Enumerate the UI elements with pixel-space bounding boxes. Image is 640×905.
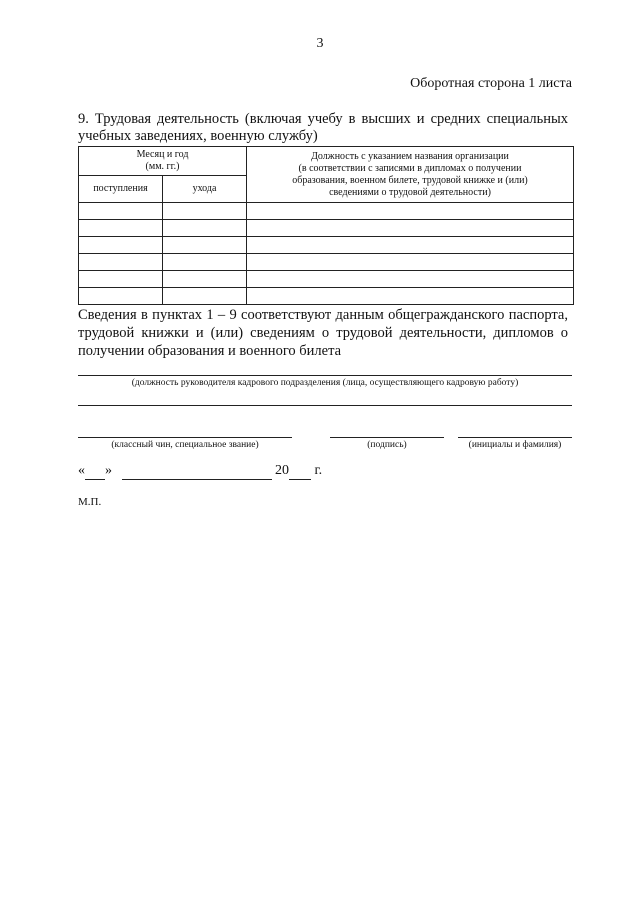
end-cell[interactable] <box>163 237 247 254</box>
start-cell[interactable] <box>79 220 163 237</box>
table-row <box>79 271 574 288</box>
month-year-header-line1: Месяц и год <box>136 149 189 160</box>
date-open-quote: « <box>78 463 85 478</box>
table-row <box>79 288 574 305</box>
start-cell[interactable] <box>79 271 163 288</box>
position-cell[interactable] <box>247 271 574 288</box>
position-header <box>247 147 574 203</box>
employment-table <box>78 146 574 305</box>
position-cell[interactable] <box>247 203 574 220</box>
sheet-label: Оборотная сторона 1 листа <box>410 76 572 91</box>
table-row <box>79 254 574 271</box>
table-row <box>79 203 574 220</box>
year-field[interactable] <box>289 463 311 480</box>
year-prefix: 20 <box>275 463 289 478</box>
month-year-header <box>79 147 247 176</box>
position-header-line2: (в соответствии с записями в дипломах о получении <box>298 162 522 174</box>
position-line-2[interactable] <box>78 405 572 406</box>
position-cell[interactable] <box>247 237 574 254</box>
seal-label: М.П. <box>78 496 102 508</box>
month-year-header-line2: (мм. гг.) <box>145 161 180 172</box>
year-suffix: г. <box>314 463 323 478</box>
rank-caption: (классный чин, специальное звание) <box>111 440 259 450</box>
end-cell[interactable] <box>163 203 247 220</box>
position-header-line3: образования, военном билете, трудовой книжке и (или) <box>292 174 528 186</box>
end-cell[interactable] <box>163 254 247 271</box>
position-cell[interactable] <box>247 288 574 305</box>
signature-caption: (подпись) <box>367 440 407 450</box>
end-cell[interactable] <box>163 288 247 305</box>
start-cell[interactable] <box>79 237 163 254</box>
section-heading: 9. Трудовая деятельность (включая учебу в высших и средних специальных учебных заведениях, военную службу) <box>78 111 568 144</box>
end-column-header: ухода <box>163 176 247 203</box>
rank-line[interactable] <box>78 437 292 438</box>
month-field[interactable] <box>122 463 272 480</box>
position-header-line1: Должность с указанием названия организации <box>311 150 509 162</box>
start-column-header: поступления <box>79 176 163 203</box>
name-caption: (инициалы и фамилия) <box>468 440 562 450</box>
end-cell[interactable] <box>163 271 247 288</box>
position-header-line4: сведениями о трудовой деятельности) <box>329 186 491 198</box>
position-cell[interactable] <box>247 220 574 237</box>
date-close-quote: » <box>105 463 112 478</box>
signature-line[interactable] <box>330 437 444 438</box>
end-cell[interactable] <box>163 220 247 237</box>
page-number: 3 <box>316 36 324 51</box>
position-line[interactable] <box>78 375 572 376</box>
statement-text: Сведения в пунктах 1 – 9 соответствуют данным общегражданского паспорта, трудовой книжки и (или) сведениям о трудовой деятельности, дипломов о получении образования и военного билета <box>78 307 568 359</box>
name-line[interactable] <box>458 437 572 438</box>
start-cell[interactable] <box>79 288 163 305</box>
start-cell[interactable] <box>79 203 163 220</box>
day-field[interactable] <box>85 463 105 480</box>
table-row <box>79 220 574 237</box>
start-cell[interactable] <box>79 254 163 271</box>
position-caption: (должность руководителя кадрового подразделения (лица, осуществляющего кадровую работу) <box>131 378 519 388</box>
date-line <box>78 463 322 480</box>
position-cell[interactable] <box>247 254 574 271</box>
table-row <box>79 237 574 254</box>
